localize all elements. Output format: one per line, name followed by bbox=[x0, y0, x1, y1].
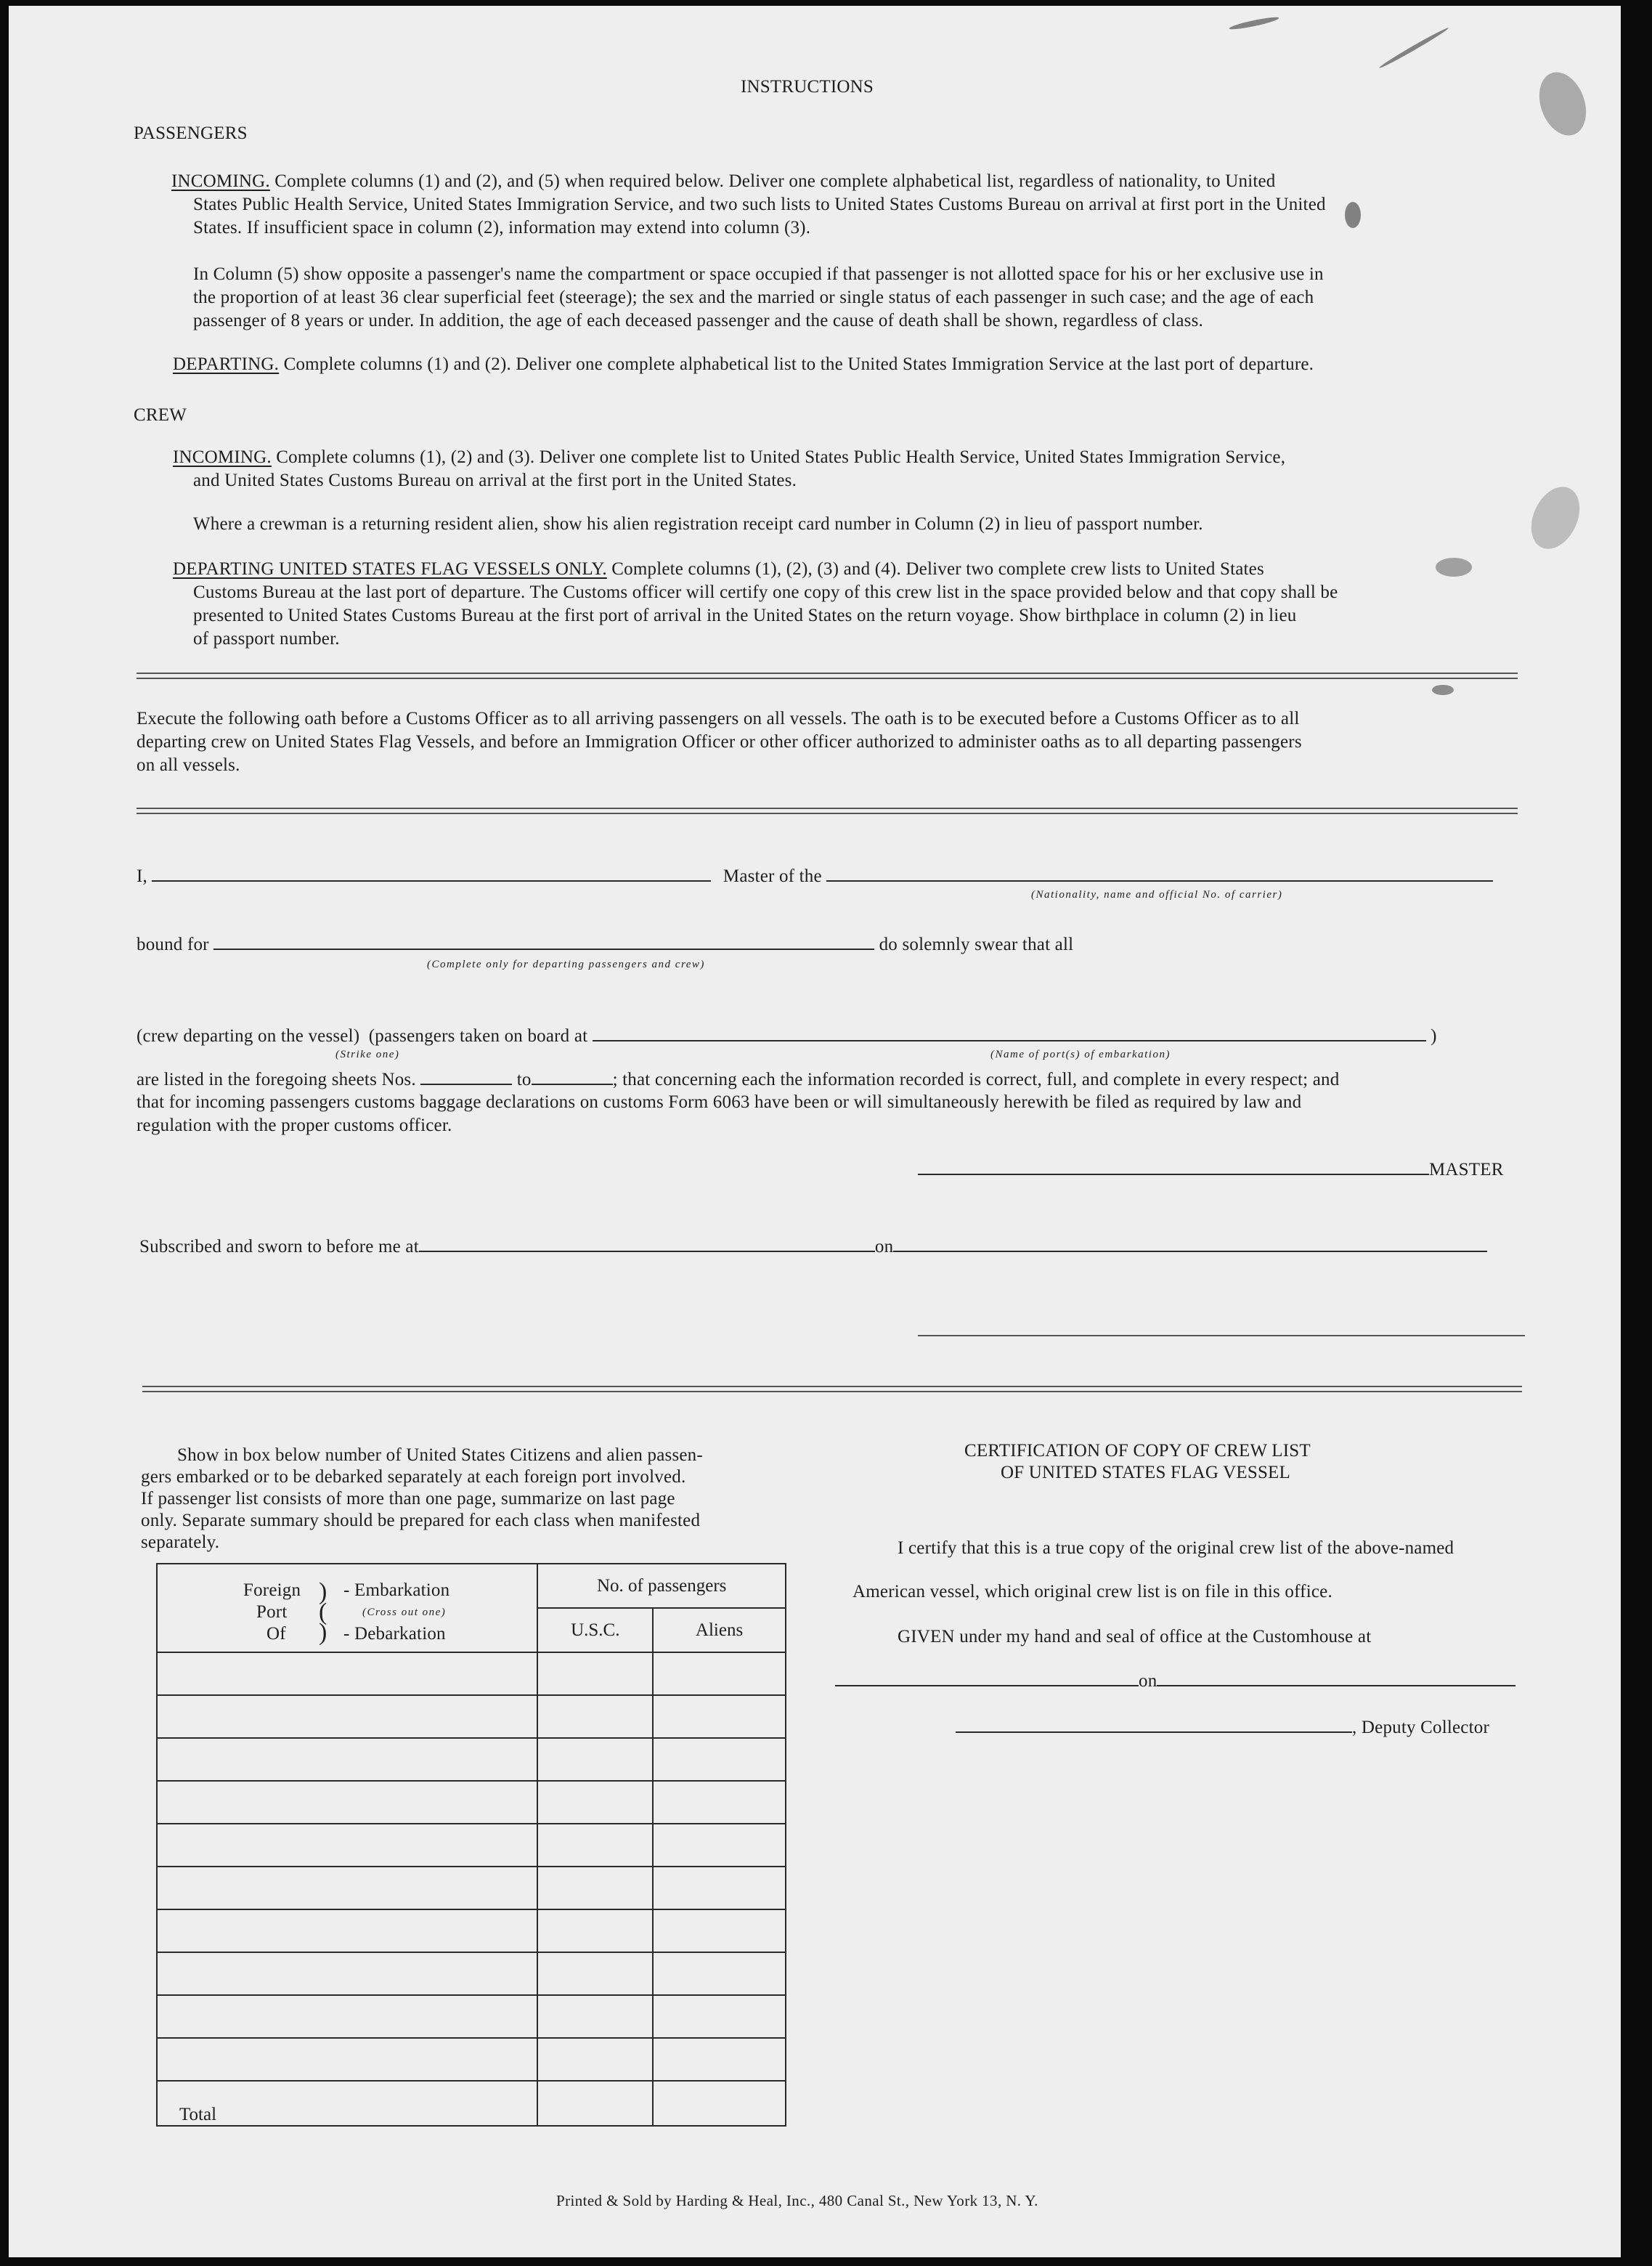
table-header-row bbox=[157, 1564, 786, 1608]
certification-title-line1: CERTIFICATION OF COPY OF CREW LIST bbox=[964, 1441, 1311, 1461]
aliens-cell[interactable] bbox=[653, 2038, 786, 2081]
customhouse-field[interactable] bbox=[835, 1669, 1139, 1686]
aliens-cell[interactable] bbox=[653, 1738, 786, 1781]
oath-divider bbox=[137, 808, 1518, 814]
aliens-cell[interactable] bbox=[653, 1995, 786, 2038]
summary-line1: Show in box below number of United States Citizens and alien passen- bbox=[177, 1445, 703, 1465]
usc-cell[interactable] bbox=[537, 1867, 653, 1909]
port-cell[interactable] bbox=[157, 1695, 537, 1738]
passengers-incoming-line3: States. If insufficient space in column (2), information may extend into column (3). bbox=[193, 218, 811, 237]
certification-title-line2: OF UNITED STATES FLAG VESSEL bbox=[1001, 1463, 1290, 1482]
certify-line1: I certify that this is a true copy of the original crew list of the above-named bbox=[898, 1538, 1454, 1558]
summary-line3: If passenger list consists of more than one page, summarize on last page bbox=[141, 1489, 675, 1508]
carrier-caption: (Nationality, name and official No. of carrier) bbox=[1031, 889, 1283, 901]
aliens-cell[interactable] bbox=[653, 1952, 786, 1995]
usc-cell[interactable] bbox=[537, 1824, 653, 1867]
summary-line4: only. Separate summary should be prepared for each class when manifested bbox=[141, 1511, 701, 1530]
debarkation-label: - Debarkation bbox=[343, 1624, 446, 1644]
listed-line3: regulation with the proper customs officer. bbox=[137, 1116, 452, 1135]
scan-smudge bbox=[1432, 685, 1454, 695]
scan-smudge bbox=[1531, 65, 1594, 142]
port-of-embarkation-field[interactable] bbox=[593, 1024, 1426, 1041]
aliens-cell[interactable] bbox=[653, 1781, 786, 1824]
passengers-heading: PASSENGERS bbox=[134, 123, 248, 143]
passengers-incoming-line1 bbox=[171, 170, 1275, 192]
incoming-text: Complete columns (1) and (2), and (5) when required below. Deliver one complete alphabetical list, regardless of nationality, to United bbox=[274, 171, 1276, 191]
total-label: Total bbox=[157, 2081, 537, 2126]
cert-date-field[interactable] bbox=[1157, 1669, 1515, 1686]
oath-intro-line3: on all vessels. bbox=[137, 755, 240, 775]
port-label: Port bbox=[256, 1602, 288, 1622]
total-row bbox=[157, 2081, 786, 2126]
port-cell[interactable] bbox=[157, 1781, 537, 1824]
bound-line bbox=[137, 933, 1073, 956]
port-cell[interactable] bbox=[157, 1867, 537, 1909]
usc-cell[interactable] bbox=[537, 2038, 653, 2081]
carrier-field[interactable] bbox=[826, 864, 1493, 882]
aliens-cell[interactable] bbox=[653, 1652, 786, 1695]
page-title: INSTRUCTIONS bbox=[741, 77, 874, 97]
crew-departing-label: DEPARTING UNITED STATES FLAG VESSELS ONLY. bbox=[173, 559, 607, 579]
column5-line3: passenger of 8 years or under. In addition, the age of each deceased passenger and the cause of death shall be shown, regardless of class. bbox=[193, 311, 1203, 330]
usc-cell[interactable] bbox=[537, 1909, 653, 1952]
port-cell[interactable] bbox=[157, 1995, 537, 2038]
oath-intro-line2: departing crew on United States Flag Vessels, and before an Immigration Officer or other officer authorized to administer oaths as to all departing passengers bbox=[137, 732, 1302, 752]
crew-departing-text: Complete columns (1), (2), (3) and (4). Deliver two complete crew lists to United States bbox=[611, 559, 1264, 579]
master-of-label: Master of the bbox=[723, 866, 822, 886]
sheet-from-field[interactable] bbox=[420, 1068, 512, 1085]
crew-departing-line4: of passport number. bbox=[193, 629, 340, 649]
deputy-signature-field[interactable] bbox=[956, 1715, 1352, 1733]
total-aliens-cell[interactable] bbox=[653, 2081, 786, 2126]
aliens-cell[interactable] bbox=[653, 1867, 786, 1909]
crew-incoming-label: INCOMING. bbox=[173, 447, 272, 467]
column5-line2: the proportion of at least 36 clear superficial feet (steerage); the sex and the married or single status of each passenger in such case; and the age of each bbox=[193, 288, 1314, 307]
deputy-line bbox=[956, 1715, 1489, 1739]
no-passengers-header: No. of passengers bbox=[537, 1564, 786, 1608]
table-row bbox=[157, 1995, 786, 2038]
form-page bbox=[9, 6, 1621, 2257]
subscribed-date-field[interactable] bbox=[893, 1235, 1487, 1252]
passenger-summary-table bbox=[156, 1563, 786, 2127]
port-cell[interactable] bbox=[157, 1909, 537, 1952]
subscribed-line bbox=[139, 1235, 1487, 1258]
port-cell[interactable] bbox=[157, 1738, 537, 1781]
port-cell[interactable] bbox=[157, 2038, 537, 2081]
embarkation-label: - Embarkation bbox=[343, 1580, 450, 1600]
incoming-label: INCOMING. bbox=[171, 171, 270, 191]
usc-cell[interactable] bbox=[537, 1781, 653, 1824]
usc-cell[interactable] bbox=[537, 1738, 653, 1781]
bound-for-label: bound for bbox=[137, 935, 209, 954]
aliens-cell[interactable] bbox=[653, 1824, 786, 1867]
bound-caption: (Complete only for departing passengers and crew) bbox=[427, 959, 705, 970]
aliens-cell[interactable] bbox=[653, 1909, 786, 1952]
cert-on-label: on bbox=[1139, 1671, 1157, 1691]
master-name-field[interactable] bbox=[152, 864, 711, 882]
port-cell[interactable] bbox=[157, 1824, 537, 1867]
bound-for-field[interactable] bbox=[213, 933, 874, 950]
scan-smudge bbox=[1378, 26, 1449, 70]
foreign-label: Foreign bbox=[243, 1580, 301, 1600]
summary-line2: gers embarked or to be debarked separately at each foreign port involved. bbox=[141, 1467, 686, 1487]
table-row bbox=[157, 1781, 786, 1824]
scan-smudge bbox=[1345, 202, 1361, 228]
brace-glyph: ) ( ) bbox=[319, 1578, 327, 1646]
master-signature-field[interactable] bbox=[918, 1158, 1429, 1175]
close-paren: ) bbox=[1431, 1026, 1437, 1046]
aliens-cell[interactable] bbox=[653, 1695, 786, 1738]
to-label: to bbox=[516, 1070, 532, 1089]
printer-footer: Printed & Sold by Harding & Heal, Inc., 480 Canal St., New York 13, N. Y. bbox=[556, 2192, 1038, 2209]
oath-intro-line1: Execute the following oath before a Customs Officer as to all arriving passengers on all vessels. The oath is to be executed before a Customs Officer as to all bbox=[137, 709, 1300, 728]
officer-signature-field[interactable] bbox=[918, 1335, 1525, 1336]
ports-caption: (Name of port(s) of embarkation) bbox=[990, 1049, 1171, 1060]
listed-line1 bbox=[137, 1068, 1339, 1091]
table-row bbox=[157, 1738, 786, 1781]
i-label: I, bbox=[137, 866, 147, 886]
embarkation-line bbox=[137, 1024, 1437, 1047]
on-label: on bbox=[874, 1237, 894, 1256]
table-row bbox=[157, 1652, 786, 1695]
port-cell[interactable] bbox=[157, 1952, 537, 1995]
usc-cell[interactable] bbox=[537, 1995, 653, 2038]
deputy-label: , Deputy Collector bbox=[1352, 1718, 1489, 1737]
table-row bbox=[157, 1867, 786, 1909]
crew-incoming-text: Complete columns (1), (2) and (3). Deliver one complete list to United States Public Health Service, United States Immigration Service, bbox=[276, 447, 1286, 467]
table-row bbox=[157, 1695, 786, 1738]
table-row bbox=[157, 1824, 786, 1867]
aliens-header: Aliens bbox=[653, 1608, 786, 1652]
certify-line2: American vessel, which original crew list is on file in this office. bbox=[853, 1582, 1332, 1601]
crew-heading: CREW bbox=[134, 405, 187, 425]
table-row bbox=[157, 2038, 786, 2081]
cross-out-label: (Cross out one) bbox=[362, 1607, 447, 1618]
of-label: Of bbox=[266, 1624, 286, 1644]
listed-label: are listed in the foregoing sheets Nos. bbox=[137, 1070, 416, 1089]
master-line bbox=[137, 864, 1493, 888]
crew-incoming-line2: and United States Customs Bureau on arrival at the first port in the United States. bbox=[193, 471, 797, 490]
subscribed-place-field[interactable] bbox=[419, 1235, 875, 1252]
crew-incoming-line1 bbox=[173, 446, 1285, 468]
usc-cell[interactable] bbox=[537, 1695, 653, 1738]
sheet-to-field[interactable] bbox=[532, 1068, 613, 1085]
crew-departing-line3: presented to United States Customs Bureau at the first port of arrival in the United States on the return voyage. Show birthplace in column (2) in lieu bbox=[193, 606, 1297, 625]
crew-departing-line1 bbox=[173, 558, 1264, 580]
crew-departing-option: (crew departing on the vessel) bbox=[137, 1026, 360, 1046]
port-header-cell bbox=[157, 1564, 537, 1652]
scan-smudge bbox=[1522, 479, 1589, 557]
total-usc-cell[interactable] bbox=[537, 2081, 653, 2126]
master-signature-line bbox=[918, 1158, 1504, 1181]
passengers-departing bbox=[173, 353, 1314, 375]
crew-resident-text: Where a crewman is a returning resident alien, show his alien registration receipt card number in Column (2) in lieu of passport number. bbox=[193, 514, 1203, 534]
strike-caption: (Strike one) bbox=[335, 1049, 400, 1060]
section-divider bbox=[137, 673, 1518, 679]
departing-text: Complete columns (1) and (2). Deliver one complete alphabetical list to the United States Immigration Service at the last port of departure. bbox=[283, 354, 1314, 374]
column5-line1: In Column (5) show opposite a passenger's name the compartment or space occupied if that passenger is not allotted space for his or her exclusive use in bbox=[193, 264, 1324, 284]
summary-line5: separately. bbox=[141, 1532, 220, 1552]
usc-cell[interactable] bbox=[537, 1652, 653, 1695]
passengers-incoming-line2: States Public Health Service, United States Immigration Service, and two such lists to United States Customs Bureau on arrival at first port in the United bbox=[193, 195, 1326, 214]
usc-header: U.S.C. bbox=[537, 1608, 653, 1652]
given-line: GIVEN under my hand and seal of office at the Customhouse at bbox=[898, 1627, 1372, 1646]
table-row bbox=[157, 1909, 786, 1952]
table-row bbox=[157, 1952, 786, 1995]
master-label: MASTER bbox=[1429, 1160, 1504, 1179]
subscribed-label: Subscribed and sworn to before me at bbox=[139, 1237, 419, 1256]
port-cell[interactable] bbox=[157, 1652, 537, 1695]
oath-bottom-divider bbox=[142, 1386, 1522, 1392]
swear-label: do solemnly swear that all bbox=[879, 935, 1074, 954]
crew-departing-line2: Customs Bureau at the last port of departure. The Customs officer will certify one copy of this crew list in the space provided below and that copy shall be bbox=[193, 582, 1338, 602]
cert-place-date-line bbox=[835, 1669, 1515, 1692]
usc-cell[interactable] bbox=[537, 1952, 653, 1995]
scan-smudge bbox=[1436, 558, 1472, 577]
listed-label-b: ; that concerning each the information recorded is correct, full, and complete in every respect; and bbox=[612, 1070, 1340, 1089]
listed-line2: that for incoming passengers customs baggage declarations on customs Form 6063 have been or will simultaneously herewith be filed as required by law and bbox=[137, 1092, 1302, 1112]
scan-smudge bbox=[1229, 15, 1279, 31]
departing-label: DEPARTING. bbox=[173, 354, 280, 374]
passengers-taken-option: (passengers taken on board at bbox=[368, 1026, 588, 1046]
